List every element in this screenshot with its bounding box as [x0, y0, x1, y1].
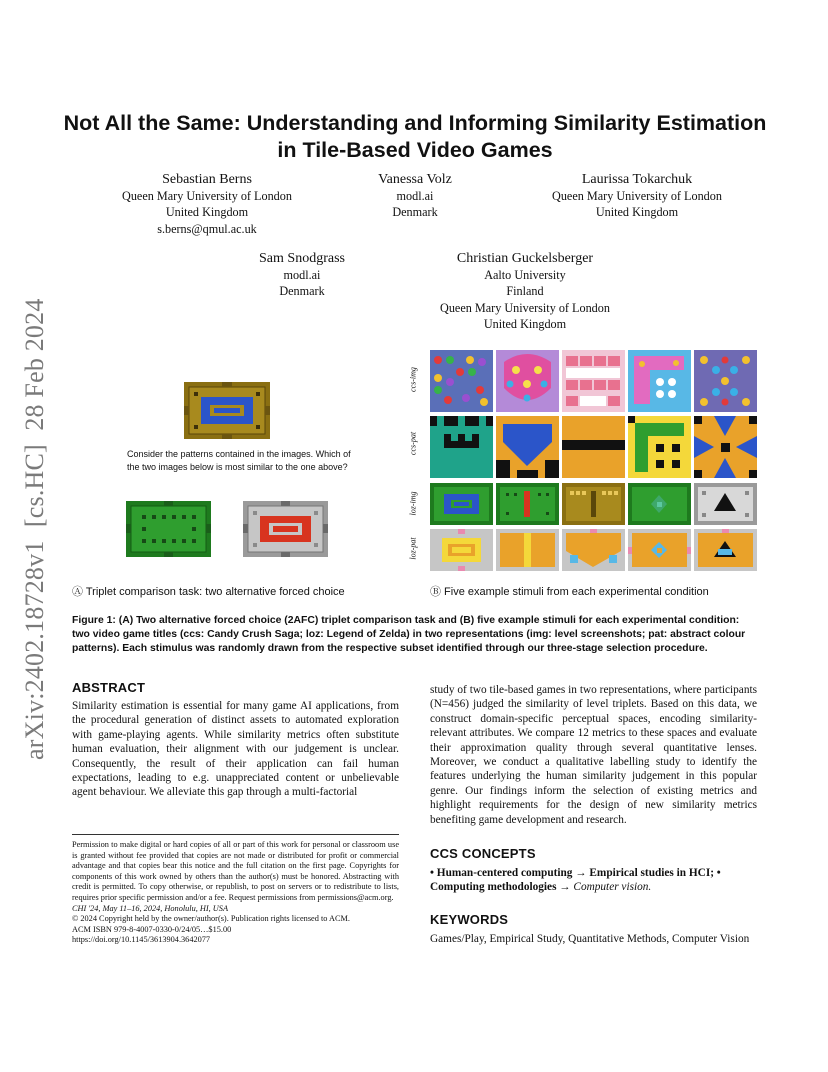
loz-pat-stimulus [628, 529, 691, 571]
author-tokarchuk [522, 171, 752, 221]
author-affiliation: Queen Mary University of London [552, 189, 722, 203]
subcaption-b: Ⓑ Five example stimuli from each experimental condition [430, 586, 709, 598]
keywords-text: Games/Play, Empirical Study, Quantitative Methods, Computer Vision [430, 933, 750, 945]
ccs-line2: Computing methodologies → [430, 881, 571, 894]
author-country: Denmark [392, 205, 438, 220]
loz-pat-stimulus [694, 529, 757, 571]
ccs-bullet: • [713, 867, 721, 879]
ccs-pat-stimulus [562, 416, 625, 478]
author-snodgrass [222, 250, 382, 300]
author-affiliation: modl.ai [283, 268, 321, 282]
footnote [72, 840, 399, 946]
author-country: United Kingdom [595, 205, 679, 220]
copyright: © 2024 Copyright held by the owner/author(s). Publication rights licensed to ACM. [72, 914, 350, 924]
ccs-line1: • Human-centered computing → Empirical studies in HCI; [430, 867, 714, 879]
row-label-ccs-pat: ccs-pat [408, 431, 418, 456]
author-volz [335, 171, 495, 221]
loz-img-stimulus [628, 483, 691, 525]
author-name: Sam Snodgrass [259, 251, 345, 266]
loz-img-stimulus [562, 483, 625, 525]
doi-link[interactable]: https://doi.org/10.1145/3613904.3642077 [72, 935, 211, 945]
author-affiliation: modl.ai [396, 189, 434, 203]
author-affiliation-2: Queen Mary University of London [440, 300, 610, 315]
author-name: Laurissa Tokarchuk [581, 172, 693, 187]
ccs-text [430, 866, 760, 895]
footnote-rule [72, 834, 399, 835]
zelda-option-grey[interactable] [243, 501, 328, 557]
ccs-img-stimulus [628, 350, 691, 412]
ccs-img-stimulus [562, 350, 625, 412]
loz-img-stimulus [694, 483, 757, 525]
abstract-left: Similarity estimation is essential for many game AI applications, from the procedural generation of distinct assets to automated exploration with game-playing agents. While similarity metrics often substitute human evaluation, their alignment with our judgement is unclear. Consequently, the result of their application can fail human expectations, leading to e.g. unappreciated content or unbelievable agent behaviour. We alleviate this gap through a multi-factorial [72, 700, 399, 799]
author-berns [92, 171, 322, 237]
row-label-loz-img: loz-img [408, 491, 418, 516]
loz-pat-stimulus [496, 529, 559, 571]
ccs-line2-concept: Computer vision. [570, 881, 652, 894]
author-country: Finland [506, 284, 544, 299]
isbn: ACM ISBN 979-8-4007-0330-0/24/05…$15.00 [72, 924, 232, 934]
ccs-img-stimulus [430, 350, 493, 412]
abstract-heading: ABSTRACT [72, 680, 146, 695]
author-country: United Kingdom [165, 205, 249, 220]
figure-caption: Figure 1: (A) Two alternative forced choice (2AFC) triplet comparison task and (B) five example stimuli for each experimental condition: two video game titles (ccs: Candy Crush Saga; loz: Legend of Zelda) in two representations (img: level screenshots; pat: abstract colour patterns). Each stimulus was randomly drawn from the respective subset identified through our three-stage selection procedure. [72, 615, 746, 654]
abstract-right: study of two tile-based games in two representations, where participants (N=456) judged the similarity of level triplets. Based on this data, we construct domain-specific perceptual spaces, encoding similarity-relevant attributes. We compare 12 metrics to these spaces and evaluate their approximation quality through several quantitative lenses. Moreover, we conduct a qualitative labelling study to identify the features underlying the human similarity judgement in this popular genre. Our findings inform the selection of existing metrics and highlight requirements for the design of new similarity metrics benefiting game development and research. [430, 684, 757, 826]
author-name: Christian Guckelsberger [456, 251, 594, 266]
author-affiliation: Aalto University [484, 268, 566, 282]
ccs-img-stimulus [496, 350, 559, 412]
ccs-img-stimulus [694, 350, 757, 412]
ccs-pat-stimulus [628, 416, 691, 478]
loz-pat-stimulus [562, 529, 625, 571]
loz-pat-stimulus [430, 529, 493, 571]
zelda-anchor-image [184, 382, 270, 439]
ccs-heading: CCS CONCEPTS [430, 846, 536, 861]
subcaption-a: Ⓐ Triplet comparison task: two alternative forced choice [72, 586, 345, 598]
author-affiliation: Queen Mary University of London [122, 189, 292, 203]
venue: CHI '24, May 11–16, 2024, Honolulu, HI, USA [72, 903, 229, 913]
author-name: Sebastian Berns [162, 172, 252, 187]
zelda-option-green[interactable] [126, 501, 211, 557]
loz-img-stimulus [430, 483, 493, 525]
ccs-pat-stimulus [496, 416, 559, 478]
author-country-2: United Kingdom [483, 316, 567, 331]
paper-title: Not All the Same: Understanding and Informing Similarity Estimation in Tile-Based Video Games [63, 111, 767, 162]
loz-img-stimulus [496, 483, 559, 525]
ccs-pat-stimulus [430, 416, 493, 478]
arxiv-stamp: arXiv:2402.18728v1 [cs.HC] 28 Feb 2024 [20, 298, 49, 760]
author-email[interactable]: s.berns@qmul.ac.uk [157, 221, 257, 236]
keywords-heading: KEYWORDS [430, 912, 509, 927]
author-name: Vanessa Volz [378, 172, 452, 187]
task-prompt: Consider the patterns contained in the images. Which of the two images below is most similar to the one above? [127, 449, 351, 472]
row-label-loz-pat: loz-pat [408, 537, 418, 560]
ccs-pat-stimulus [694, 416, 757, 478]
row-label-ccs-img: ccs-img [408, 367, 418, 392]
author-country: Denmark [279, 284, 325, 299]
author-guckelsberger [410, 250, 640, 332]
permission-notice: Permission to make digital or hard copies of all or part of this work for personal or classroom use is granted without fee provided that copies are not made or distributed for profit or commercial advantage and that copies bear this notice and the full citation on the first page. Copyrights for components of this work owned by others than the author(s) must be honored. Abstracting with credit is permitted. To copy otherwise, or republish, to post on servers or to redistribute to lists, requires prior specific permission and/or a fee. Request permissions from permissions@acm.org. [72, 840, 399, 902]
